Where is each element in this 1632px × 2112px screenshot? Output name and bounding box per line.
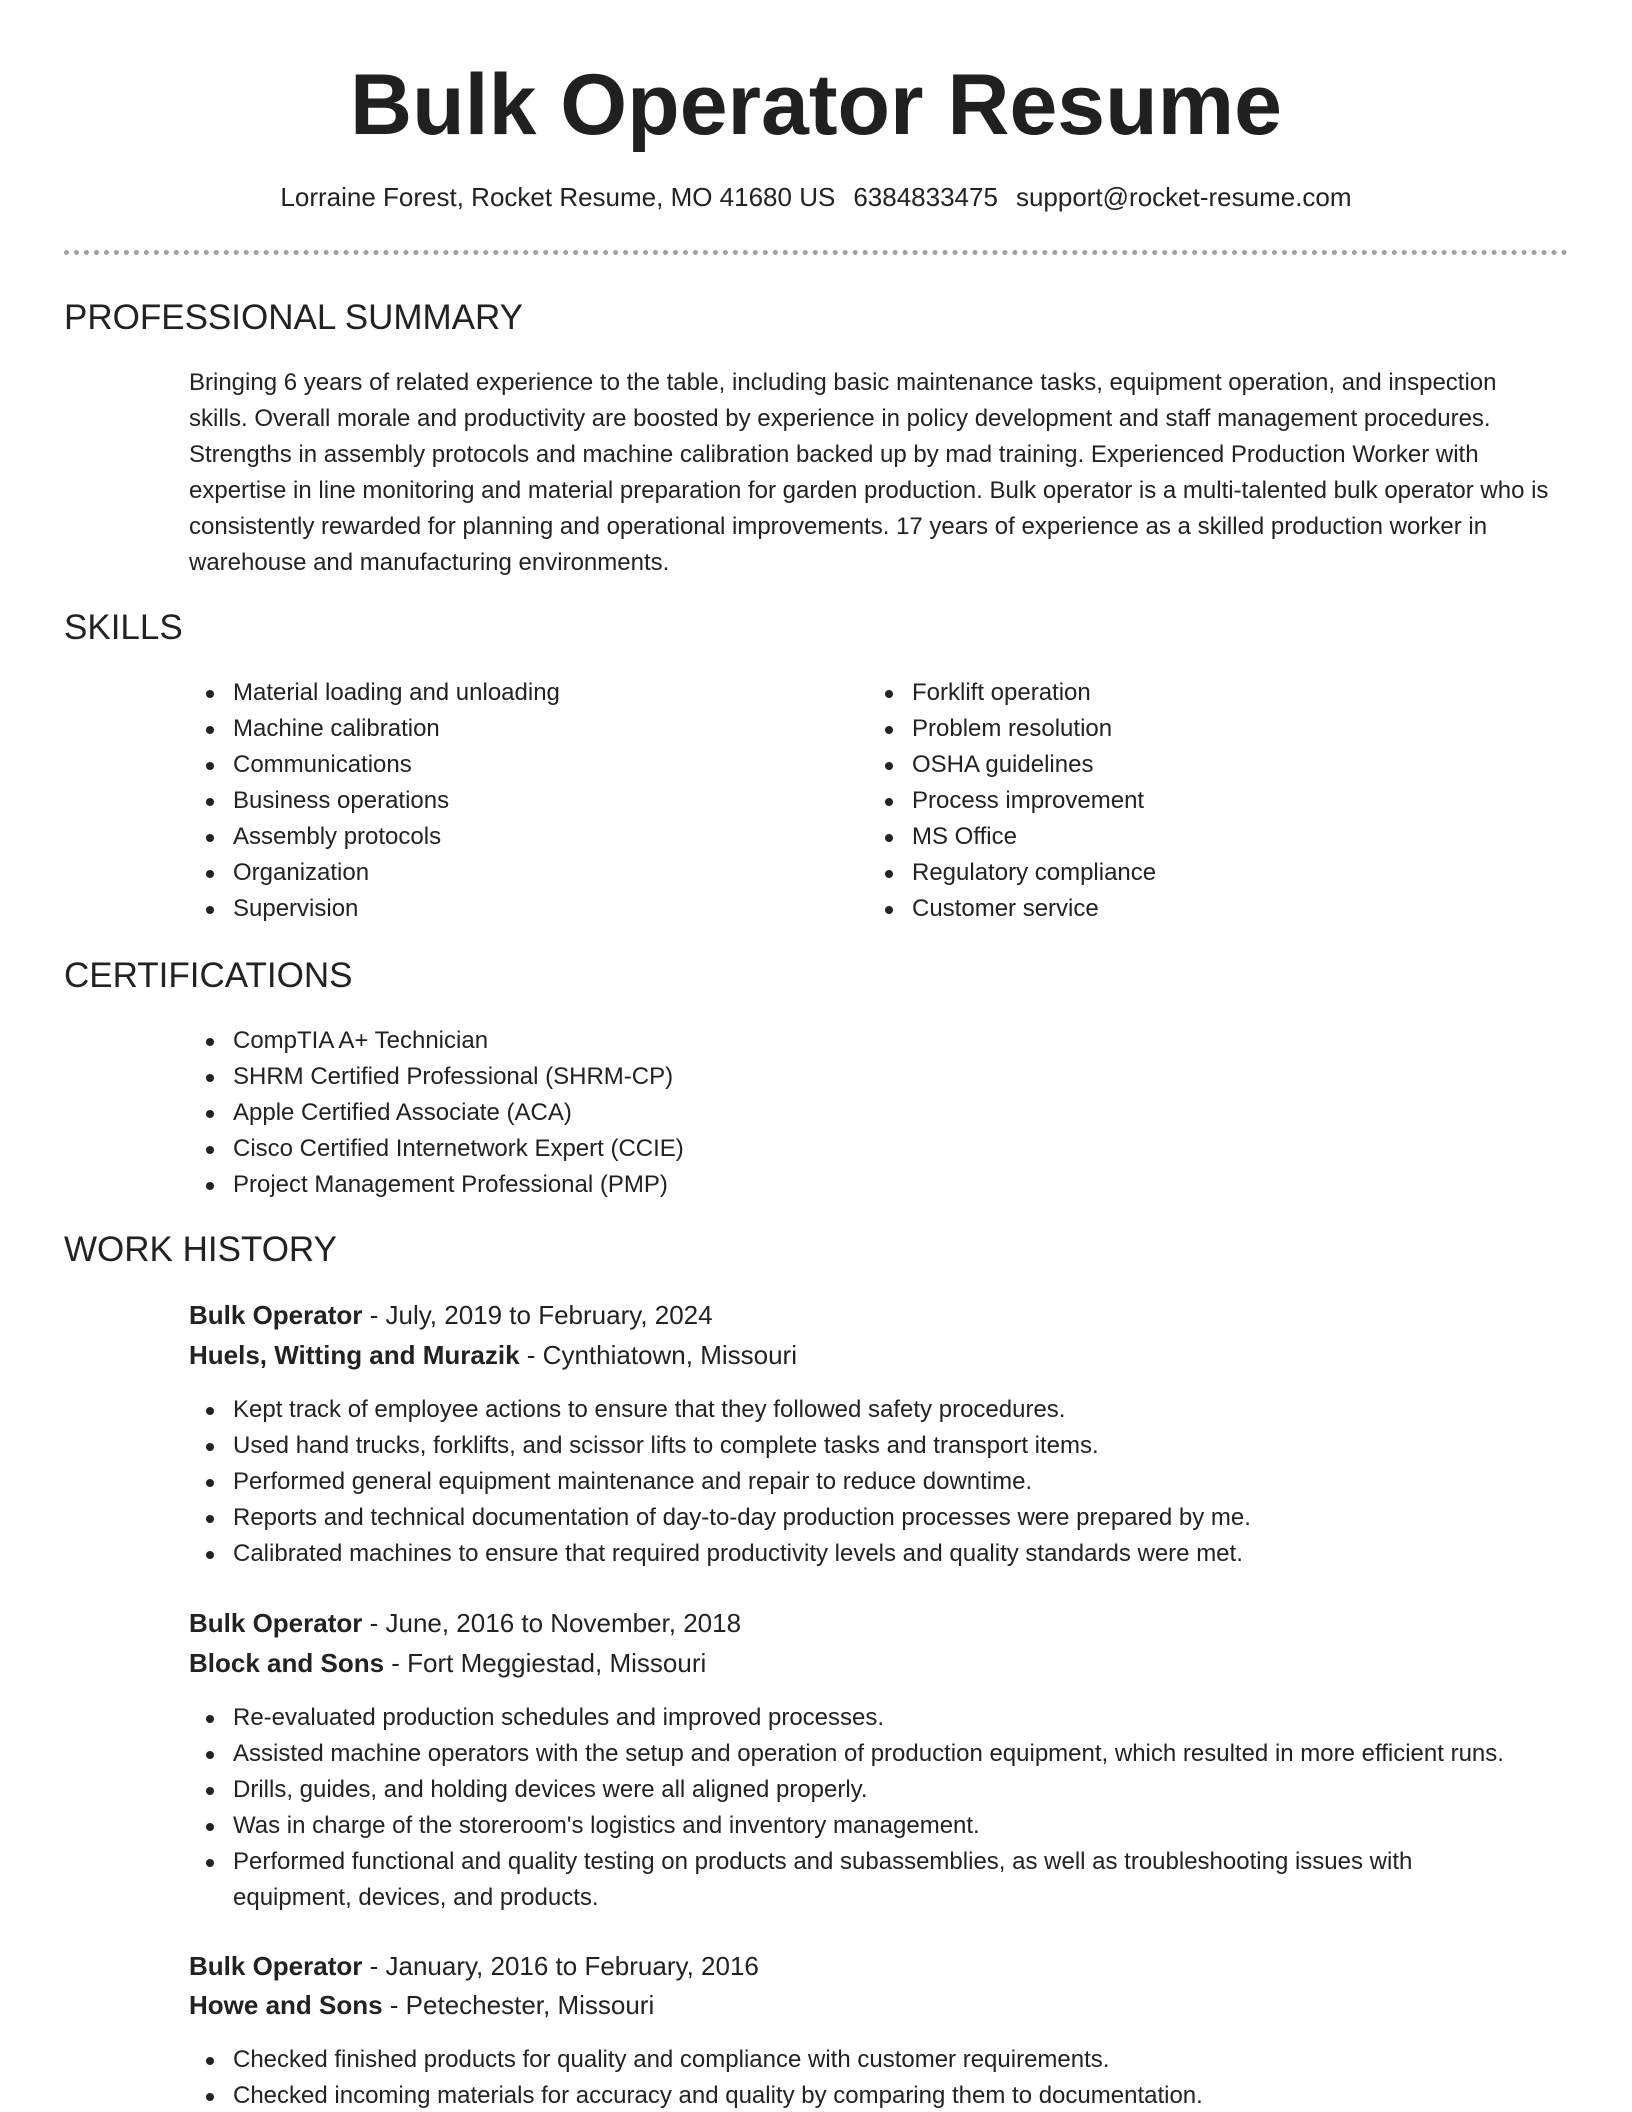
skill-item: Customer service	[868, 891, 1508, 927]
summary-text: Bringing 6 years of related experience to the table, including basic maintenance tasks, equipment operation, and inspection skills. Overall morale and productivity are boosted by experience in policy development and staff management procedures. Strengths in assembly protocols and machine calibration backed up by mad training. Experienced Production Worker with expertise in line monitoring and material preparation for garden production. Bulk operator is a multi-talented bulk operator who is consistently rewarded for planning and operational improvements. 17 years of experience as a skilled production worker in warehouse and manufacturing environments.	[189, 369, 1549, 576]
skills-list-right	[868, 675, 1508, 927]
contact-address: Lorraine Forest, Rocket Resume, MO 41680 US	[280, 182, 836, 212]
skills-list-left	[189, 675, 829, 927]
skill-item: OSHA guidelines	[868, 747, 1508, 783]
job-duty-item: Assisted machine operators with the setup and operation of production equipment, which resulted in more efficient runs.	[189, 1736, 1589, 1772]
job-duty-item: Reports and technical documentation of day-to-day production processes were prepared by me.	[189, 1500, 1589, 1536]
skill-item: Problem resolution	[868, 711, 1508, 747]
job-duties-list	[189, 1700, 1589, 1916]
skill-item: Regulatory compliance	[868, 855, 1508, 891]
certification-item: SHRM Certified Professional (SHRM-CP)	[189, 1059, 1089, 1095]
job-dates: - June, 2016 to November, 2018	[362, 1608, 742, 1638]
job-duty-item: Used hand trucks, forklifts, and scissor lifts to complete tasks and transport items.	[189, 1428, 1589, 1464]
skills-heading: SKILLS	[64, 608, 183, 647]
job-duties-list	[189, 1392, 1589, 1572]
skill-item: Forklift operation	[868, 675, 1508, 711]
job-dates: - January, 2016 to February, 2016	[362, 1951, 759, 1981]
certification-item: Project Management Professional (PMP)	[189, 1167, 1089, 1203]
job-location: - Fort Meggiestad, Missouri	[384, 1648, 707, 1678]
job-title-line	[189, 1951, 759, 1982]
certification-item: Cisco Certified Internetwork Expert (CCIE)	[189, 1131, 1089, 1167]
resume-title: Bulk Operator Resume	[350, 57, 1282, 153]
job-duty-item: Kept track of employee actions to ensure that they followed safety procedures.	[189, 1392, 1589, 1428]
job-company-line	[189, 1340, 797, 1371]
job-company-line	[189, 1648, 706, 1679]
skill-item: Process improvement	[868, 783, 1508, 819]
job-duties-list	[189, 2042, 1589, 2112]
job-duty-item: Checked incoming materials for accuracy and quality by comparing them to documentation.	[189, 2078, 1589, 2112]
job-location: - Petechester, Missouri	[382, 1990, 655, 2020]
certifications-list	[189, 1023, 1089, 1203]
contact-email[interactable]: support@rocket-resume.com	[1015, 182, 1352, 212]
header-divider	[64, 250, 1568, 255]
job-title-line	[189, 1300, 713, 1331]
job-title: Bulk Operator	[189, 1608, 363, 1638]
job-title: Bulk Operator	[189, 1300, 363, 1330]
job-title: Bulk Operator	[189, 1951, 363, 1981]
skill-item: Business operations	[189, 783, 829, 819]
job-duty-item: Was in charge of the storeroom's logistics and inventory management.	[189, 1808, 1589, 1844]
skill-item: Material loading and unloading	[189, 675, 829, 711]
certification-item: CompTIA A+ Technician	[189, 1023, 1089, 1059]
job-title-line	[189, 1608, 741, 1639]
skill-item: Communications	[189, 747, 829, 783]
skill-item: Organization	[189, 855, 829, 891]
job-duty-item: Re-evaluated production schedules and improved processes.	[189, 1700, 1589, 1736]
work-history-heading: WORK HISTORY	[64, 1230, 337, 1269]
job-company: Howe and Sons	[189, 1990, 383, 2020]
job-duty-item: Performed functional and quality testing on products and subassemblies, as well as troubleshooting issues with equipment, devices, and products.	[189, 1844, 1489, 1916]
job-dates: - July, 2019 to February, 2024	[362, 1300, 713, 1330]
contact-line	[0, 182, 1632, 213]
certifications-heading: CERTIFICATIONS	[64, 956, 353, 995]
skill-item: MS Office	[868, 819, 1508, 855]
job-location: - Cynthiatown, Missouri	[519, 1340, 797, 1370]
job-duty-item: Performed general equipment maintenance and repair to reduce downtime.	[189, 1464, 1589, 1500]
contact-phone: 6384833475	[853, 182, 998, 212]
summary-heading: PROFESSIONAL SUMMARY	[64, 298, 523, 337]
job-company: Huels, Witting and Murazik	[189, 1340, 520, 1370]
job-company: Block and Sons	[189, 1648, 385, 1678]
job-duty-item: Drills, guides, and holding devices were all aligned properly.	[189, 1772, 1589, 1808]
skill-item: Supervision	[189, 891, 829, 927]
certification-item: Apple Certified Associate (ACA)	[189, 1095, 1089, 1131]
skill-item: Assembly protocols	[189, 819, 829, 855]
job-duty-item: Checked finished products for quality and compliance with customer requirements.	[189, 2042, 1589, 2078]
job-duty-item: Calibrated machines to ensure that required productivity levels and quality standards were met.	[189, 1536, 1589, 1572]
skill-item: Machine calibration	[189, 711, 829, 747]
job-company-line	[189, 1990, 654, 2021]
